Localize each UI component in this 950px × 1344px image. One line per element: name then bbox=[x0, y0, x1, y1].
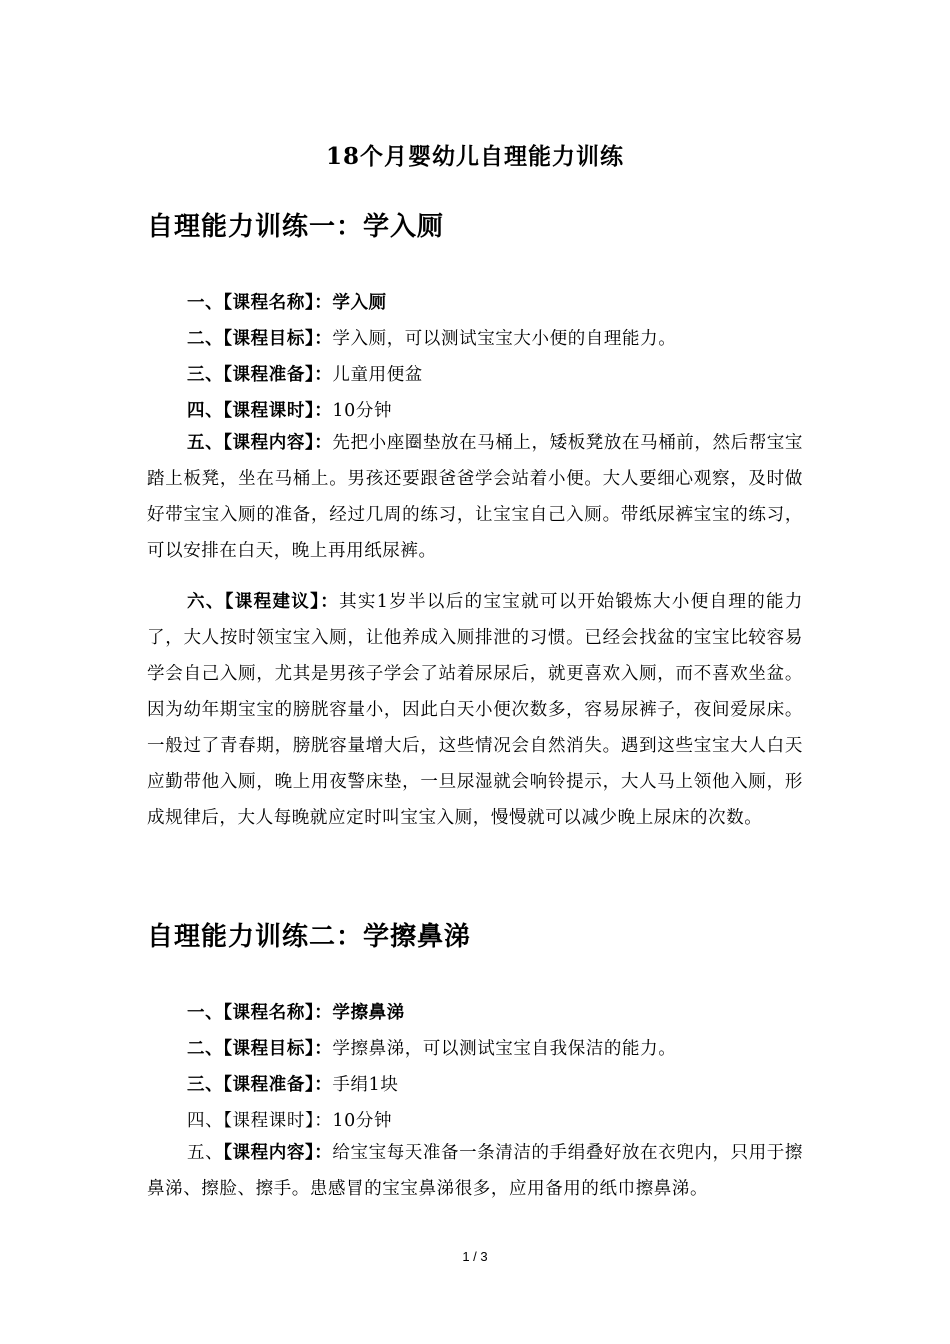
s2-course-duration-label: 四、 bbox=[187, 1111, 224, 1131]
s2-course-name bbox=[187, 999, 405, 1024]
s2-course-prep bbox=[187, 1071, 398, 1096]
s2-course-content-text: 给宝宝每天准备一条清洁的手绢叠好放在衣兜内，只用于擦鼻涕、擦脸、擦手。患感冒的宝宝鼻涕很多，应用备用的纸巾擦鼻涕。 bbox=[147, 1143, 804, 1199]
s1-course-goal bbox=[187, 325, 676, 350]
s1-course-duration-label: 四、【课程课时】： bbox=[187, 401, 333, 421]
s1-course-prep-label: 三、【课程准备】： bbox=[187, 365, 333, 385]
s2-course-prep-value: 手绢1块 bbox=[332, 1075, 399, 1095]
s2-course-goal-value: 学擦鼻涕，可以测试宝宝自我保洁的能力。 bbox=[332, 1039, 677, 1059]
s1-course-name bbox=[187, 289, 387, 314]
s1-course-advice-text: 其实1岁半以后的宝宝就可以开始锻炼大小便自理的能力了，大人按时领宝宝入厕，让他养成入厕排泄的习惯。已经会找盆的宝宝比较容易学会自己入厕，尤其是男孩子学会了站着尿尿后，就更喜欢入厕，而不喜欢坐盆。因为幼年期宝宝的膀胱容量小，因此白天小便次数多，容易尿裤子，夜间爱尿床。一般过了青春期，膀胱容量增大后，这些情况会自然消失。遇到这些宝宝大人白天应勤带他入厕，晚上用夜警床垫，一旦尿湿就会响铃提示，大人马上领他入厕，形成规律后，大人每晚就应定时叫宝宝入厕，慢慢就可以减少晚上尿床的次数。 bbox=[147, 592, 803, 828]
s1-course-duration-value: 10分钟 bbox=[332, 401, 393, 421]
s1-course-name-label: 一、【课程名称】： bbox=[187, 293, 333, 313]
s2-course-name-label: 一、【课程名称】： bbox=[187, 1003, 333, 1023]
s2-course-content bbox=[147, 1135, 803, 1207]
s1-course-duration bbox=[187, 397, 392, 422]
s1-course-advice-label: 六、【课程建议】： bbox=[187, 592, 340, 612]
s2-course-goal bbox=[187, 1035, 676, 1060]
s1-course-content bbox=[147, 425, 803, 569]
s2-course-content-prefix: 五、 bbox=[187, 1143, 224, 1163]
s1-course-goal-label: 二、【课程目标】： bbox=[187, 329, 333, 349]
s1-course-prep bbox=[187, 361, 423, 386]
section-2-heading: 自理能力训练二：学擦鼻涕 bbox=[147, 922, 472, 952]
section-1-heading: 自理能力训练一：学入厕 bbox=[147, 212, 445, 242]
s2-course-name-value: 学擦鼻涕 bbox=[332, 1003, 405, 1023]
s2-course-goal-label: 二、【课程目标】： bbox=[187, 1039, 333, 1059]
page-number: 1 / 3 bbox=[462, 1249, 488, 1264]
s1-course-goal-value: 学入厕，可以测试宝宝大小便的自理能力。 bbox=[332, 329, 677, 349]
s2-course-duration bbox=[187, 1107, 392, 1132]
s2-course-prep-label: 三、【课程准备】： bbox=[187, 1075, 333, 1095]
document-title: 18个月婴幼儿自理能力训练 bbox=[325, 143, 624, 170]
s1-course-advice bbox=[147, 584, 803, 836]
s1-course-content-label: 五、【课程内容】： bbox=[187, 433, 333, 453]
s2-course-content-label: 【课程内容】： bbox=[223, 1143, 333, 1163]
s1-course-name-value: 学入厕 bbox=[332, 293, 387, 313]
s1-course-prep-value: 儿童用便盆 bbox=[332, 365, 423, 385]
s1-course-content-text: 先把小座圈垫放在马桶上，矮板凳放在马桶前，然后帮宝宝踏上板凳，坐在马桶上。男孩还要跟爸爸学会站着小便。大人要细心观察，及时做好带宝宝入厕的准备，经过几周的练习，让宝宝自己入厕。带纸尿裤宝宝的练习，可以安排在白天，晚上再用纸尿裤。 bbox=[147, 433, 804, 561]
s2-course-duration-value: 【课程课时】：10分钟 bbox=[223, 1111, 393, 1131]
